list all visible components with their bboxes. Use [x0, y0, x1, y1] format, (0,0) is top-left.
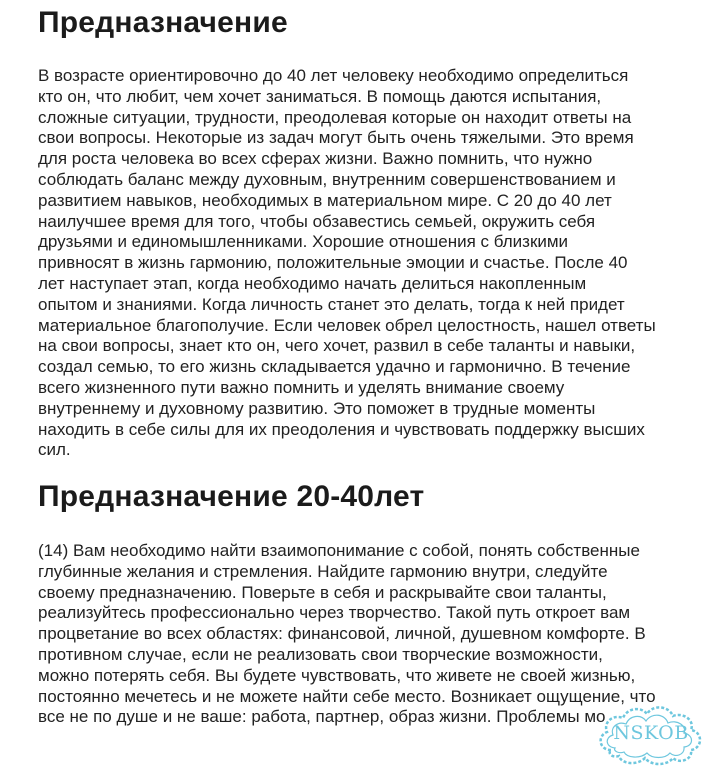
text-line: реализуйтесь профессионально через творчество. Такой путь откроет вам — [38, 603, 631, 623]
text-line: (14) Вам необходимо найти взаимопонимание с собой, понять собственные — [38, 541, 640, 560]
text-line: внутреннему и духовному развитию. Это поможет в трудные моменты — [38, 398, 596, 418]
section-heading-purpose-20-40: Предназначение 20-40лет — [38, 480, 425, 513]
text-line: можно потерять себя. Вы будете чувствовать, что живете не своей жизнью, — [38, 665, 636, 685]
watermark-stamp — [595, 700, 707, 768]
text-line: своему предназначению. Поверьте в себя и раскрывайте свои таланты, — [38, 582, 607, 602]
text-line: всего жизненного пути важно помнить и уделять внимание своему — [38, 377, 565, 397]
text-line: опытом и знаниями. Когда личность станет это делать, тогда к ней придет — [38, 294, 625, 314]
watermark-text: NSKOB — [613, 722, 689, 744]
text-line: лет наступает этап, когда необходимо начать делиться накопленным — [38, 273, 587, 293]
section-heading-purpose: Предназначение — [38, 6, 288, 39]
text-line: постоянно мечетесь и не можете найти себе место. Возникает ощущение, что — [38, 686, 656, 706]
text-line: наилучшее время для того, чтобы обзавестись семьей, окружить себя — [38, 211, 596, 231]
text-line: создал семью, то его жизнь складывается удачно и гармонично. В течение — [38, 357, 631, 377]
text-line: противном случае, если не реализовать свои творческие возможности, — [38, 644, 603, 664]
text-line: друзьями и единомышленниками. Хорошие отношения с близкими — [38, 232, 569, 252]
text-line: материальное благополучие. Если человек обрел целостность, нашел ответы — [38, 315, 656, 335]
text-line: для роста человека во всех сферах жизни. Важно помнить, что нужно — [38, 149, 593, 169]
text-line: находить в себе силы для их преодоления и чувствовать поддержку высших — [38, 419, 645, 439]
text-line: все не по душе и не ваше: работа, партнер, образ жизни. Проблемы мо — [38, 707, 606, 727]
text-line: свои вопросы. Некоторые из задач могут быть очень тяжелыми. Это время — [38, 128, 634, 148]
section-paragraph-purpose-20-40 — [38, 541, 656, 728]
text-line: привносят в жизнь гармонию, положительные эмоции и счастье. После 40 — [38, 253, 628, 273]
text-line: на свои вопросы, знает кто он, чего хочет, развил в себе таланты и навыки, — [38, 336, 636, 356]
text-line: В возрасте ориентировочно до 40 лет человеку необходимо определиться — [38, 66, 629, 85]
text-line: кто он, что любит, чем хочет заниматься. В помощь даются испытания, — [38, 86, 602, 106]
text-line: сил. — [38, 440, 71, 460]
text-line: соблюдать баланс между духовным, внутренним совершенствованием и — [38, 169, 616, 189]
text-line: процветание во всех областях: финансовой, личной, душевном комфорте. В — [38, 624, 646, 644]
text-line: сложные ситуации, трудности, преодолевая которые он находит ответы на — [38, 107, 632, 127]
section-paragraph-purpose — [38, 66, 656, 461]
text-line: глубинные желания и стремления. Найдите гармонию внутри, следуйте — [38, 561, 608, 581]
text-line: развитием навыков, необходимых в материальном мире. С 20 до 40 лет — [38, 190, 612, 210]
